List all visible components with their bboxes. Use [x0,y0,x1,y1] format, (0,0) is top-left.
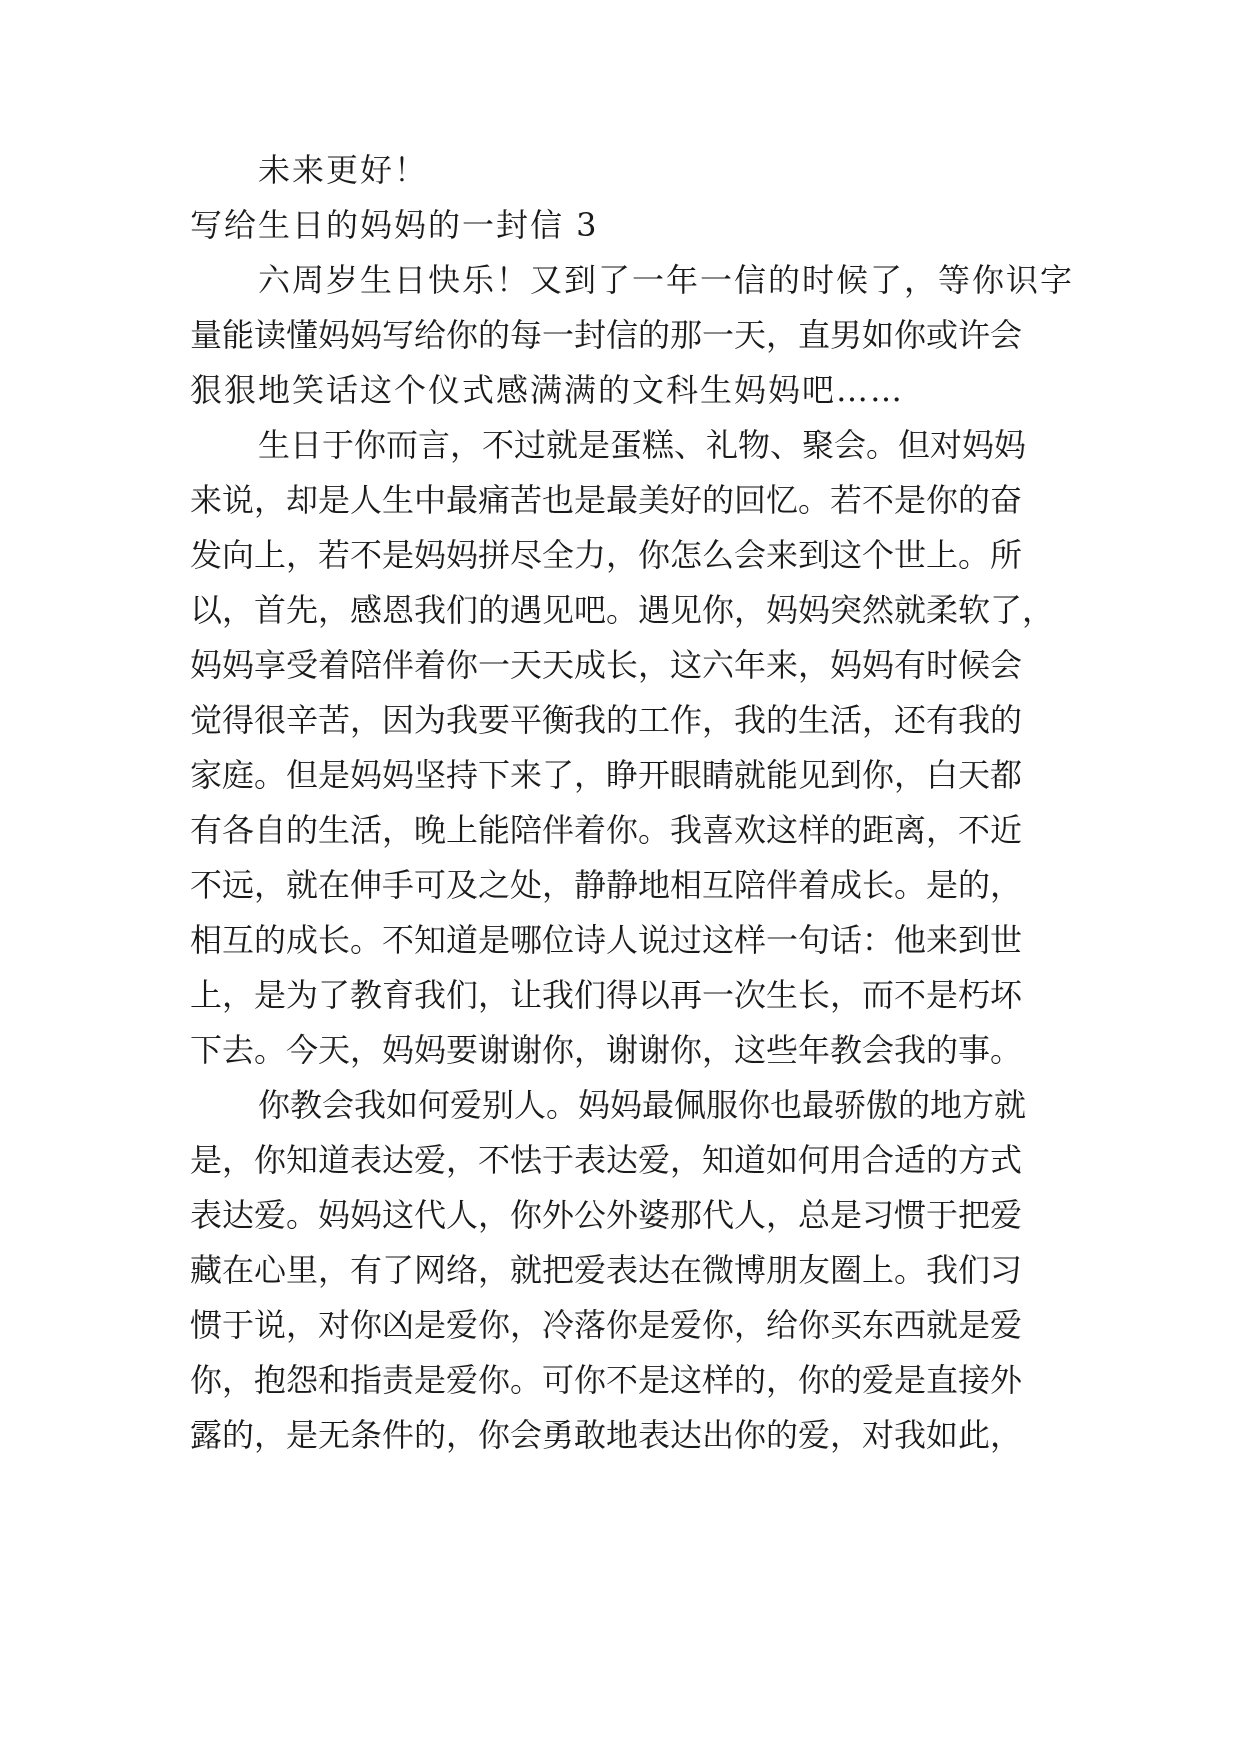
text-line: 相互的成长。不知道是哪位诗人说过这样一句话：他来到世 [190,921,1023,959]
text-line: 你教会我如何爱别人。妈妈最佩服你也最骄傲的地方就 [258,1086,1027,1124]
text-line: 你，抱怨和指责是爱你。可你不是这样的，你的爱是直接外 [190,1361,1023,1399]
text-line: 来说，却是人生中最痛苦也是最美好的回忆。若不是你的奋 [190,481,1023,519]
text-line: 家庭。但是妈妈坚持下来了，睁开眼睛就能见到你，白天都 [190,756,1023,794]
text-line: 有各自的生活，晚上能陪伴着你。我喜欢这样的距离，不近 [190,811,1023,849]
text-line: 狠狠地笑话这个仪式感满满的文科生妈妈吧…… [190,371,905,409]
text-line: 藏在心里，有了网络，就把爱表达在微博朋友圈上。我们习 [190,1251,1023,1289]
text-line: 表达爱。妈妈这代人，你外公外婆那代人，总是习惯于把爱 [190,1196,1023,1234]
text-line: 以，首先，感恩我们的遇见吧。遇见你，妈妈突然就柔软了， [190,591,1055,629]
text-line: 发向上，若不是妈妈拼尽全力，你怎么会来到这个世上。所 [190,536,1023,574]
text-line: 六周岁生日快乐！又到了一年一信的时候了，等你识字 [258,261,1075,299]
section-heading: 写给生日的妈妈的一封信 3 [190,206,599,244]
text-line: 是，你知道表达爱，不怯于表达爱，知道如何用合适的方式 [190,1141,1023,1179]
text-line: 量能读懂妈妈写给你的每一封信的那一天，直男如你或许会 [190,316,1023,354]
text-line: 下去。今天，妈妈要谢谢你，谢谢你，这些年教会我的事。 [190,1031,1023,1069]
text-line: 露的，是无条件的，你会勇敢地表达出你的爱，对我如此， [190,1416,1023,1454]
text-line: 未来更好！ [258,151,429,189]
text-line: 觉得很辛苦，因为我要平衡我的工作，我的生活，还有我的 [190,701,1023,739]
text-line: 不远，就在伸手可及之处，静静地相互陪伴着成长。是的， [190,866,1023,904]
text-line: 惯于说，对你凶是爱你，冷落你是爱你，给你买东西就是爱 [190,1306,1023,1344]
text-line: 生日于你而言，不过就是蛋糕、礼物、聚会。但对妈妈 [258,426,1027,464]
text-line: 上，是为了教育我们，让我们得以再一次生长，而不是朽坏 [190,976,1023,1014]
text-line: 妈妈享受着陪伴着你一天天成长，这六年来，妈妈有时候会 [190,646,1023,684]
